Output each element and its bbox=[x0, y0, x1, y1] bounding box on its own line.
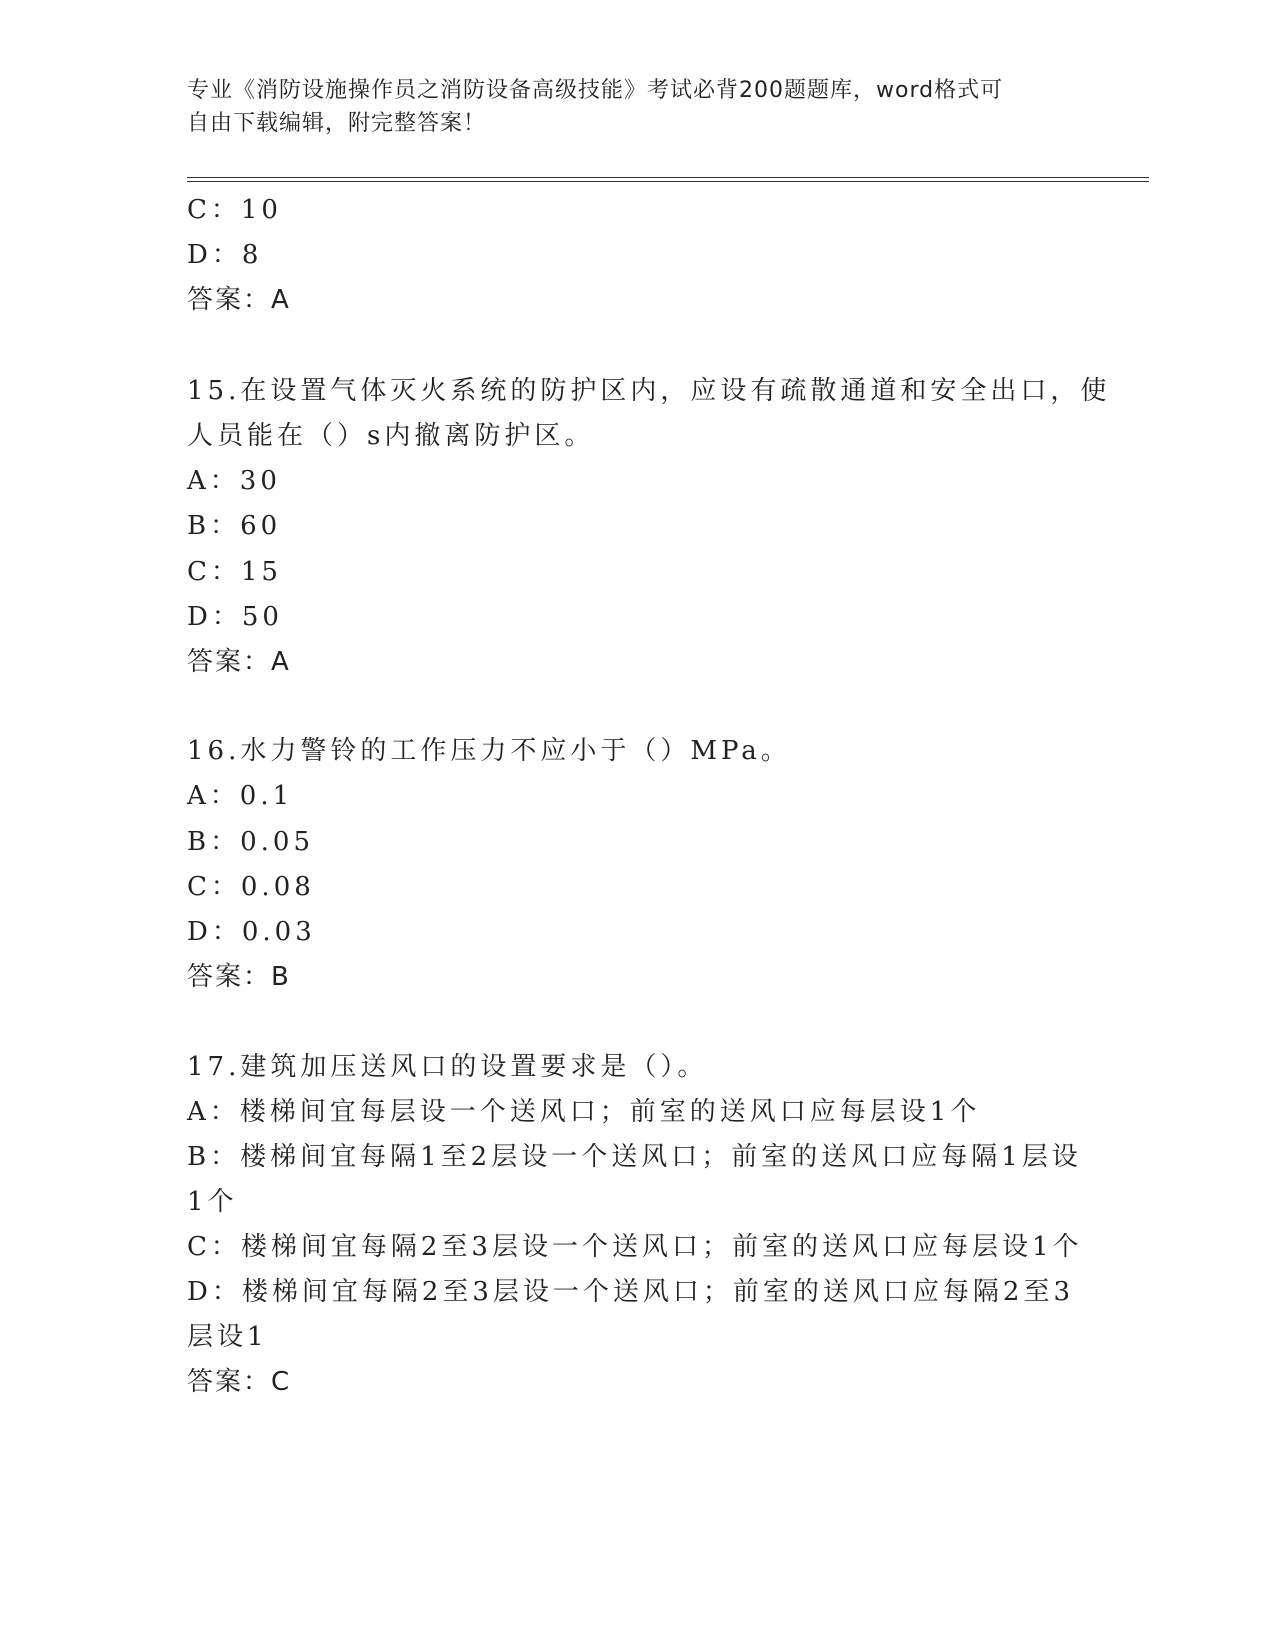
q15-text-line-2: 人员能在（）s内撤离防护区。 bbox=[187, 421, 595, 451]
q17-answer: 答案：C bbox=[187, 1367, 292, 1397]
q16-option-d: D：0.03 bbox=[187, 917, 316, 947]
q17-text: 17.建筑加压送风口的设置要求是（）。 bbox=[187, 1052, 708, 1082]
prev-option-c: C：10 bbox=[187, 195, 282, 225]
q17-option-b-line-1: B：楼梯间宜每隔1至2层设一个送风口；前室的送风口应每隔1层设 bbox=[187, 1142, 1082, 1172]
q15-option-a: A：30 bbox=[187, 466, 281, 496]
q16-option-a: A：0.1 bbox=[187, 781, 294, 811]
q17-option-d-line-2: 层设1 bbox=[187, 1322, 268, 1352]
prev-option-d: D：8 bbox=[187, 240, 263, 270]
header-line-2: 自由下载编辑，附完整答案！ bbox=[187, 111, 487, 136]
prev-answer: 答案：A bbox=[187, 285, 291, 315]
q17-option-a: A：楼梯间宜每层设一个送风口；前室的送风口应每层设1个 bbox=[187, 1097, 981, 1127]
q15-option-d: D：50 bbox=[187, 602, 283, 632]
q17-option-c: C：楼梯间宜每隔2至3层设一个送风口；前室的送风口应每层设1个 bbox=[187, 1232, 1083, 1262]
header-divider bbox=[187, 177, 1149, 182]
q15-option-c: C：15 bbox=[187, 557, 282, 587]
q16-answer: 答案：B bbox=[187, 962, 291, 992]
q15-text-line-1: 15.在设置气体灭火系统的防护区内，应设有疏散通道和安全出口，使 bbox=[187, 376, 1111, 406]
header-line-1: 专业《消防设施操作员之消防设备高级技能》考试必背200题题库，word格式可 bbox=[187, 78, 1004, 103]
q16-text: 16.水力警铃的工作压力不应小于（）MPa。 bbox=[187, 736, 791, 766]
q15-option-b: B：60 bbox=[187, 511, 282, 541]
page-header bbox=[187, 74, 1087, 140]
q16-option-c: C：0.08 bbox=[187, 872, 315, 902]
q16-option-b: B：0.05 bbox=[187, 827, 314, 857]
q17-option-d-line-1: D：楼梯间宜每隔2至3层设一个送风口；前室的送风口应每隔2至3 bbox=[187, 1277, 1075, 1307]
q17-option-b-line-2: 1个 bbox=[187, 1187, 238, 1217]
q15-answer: 答案：A bbox=[187, 647, 291, 677]
